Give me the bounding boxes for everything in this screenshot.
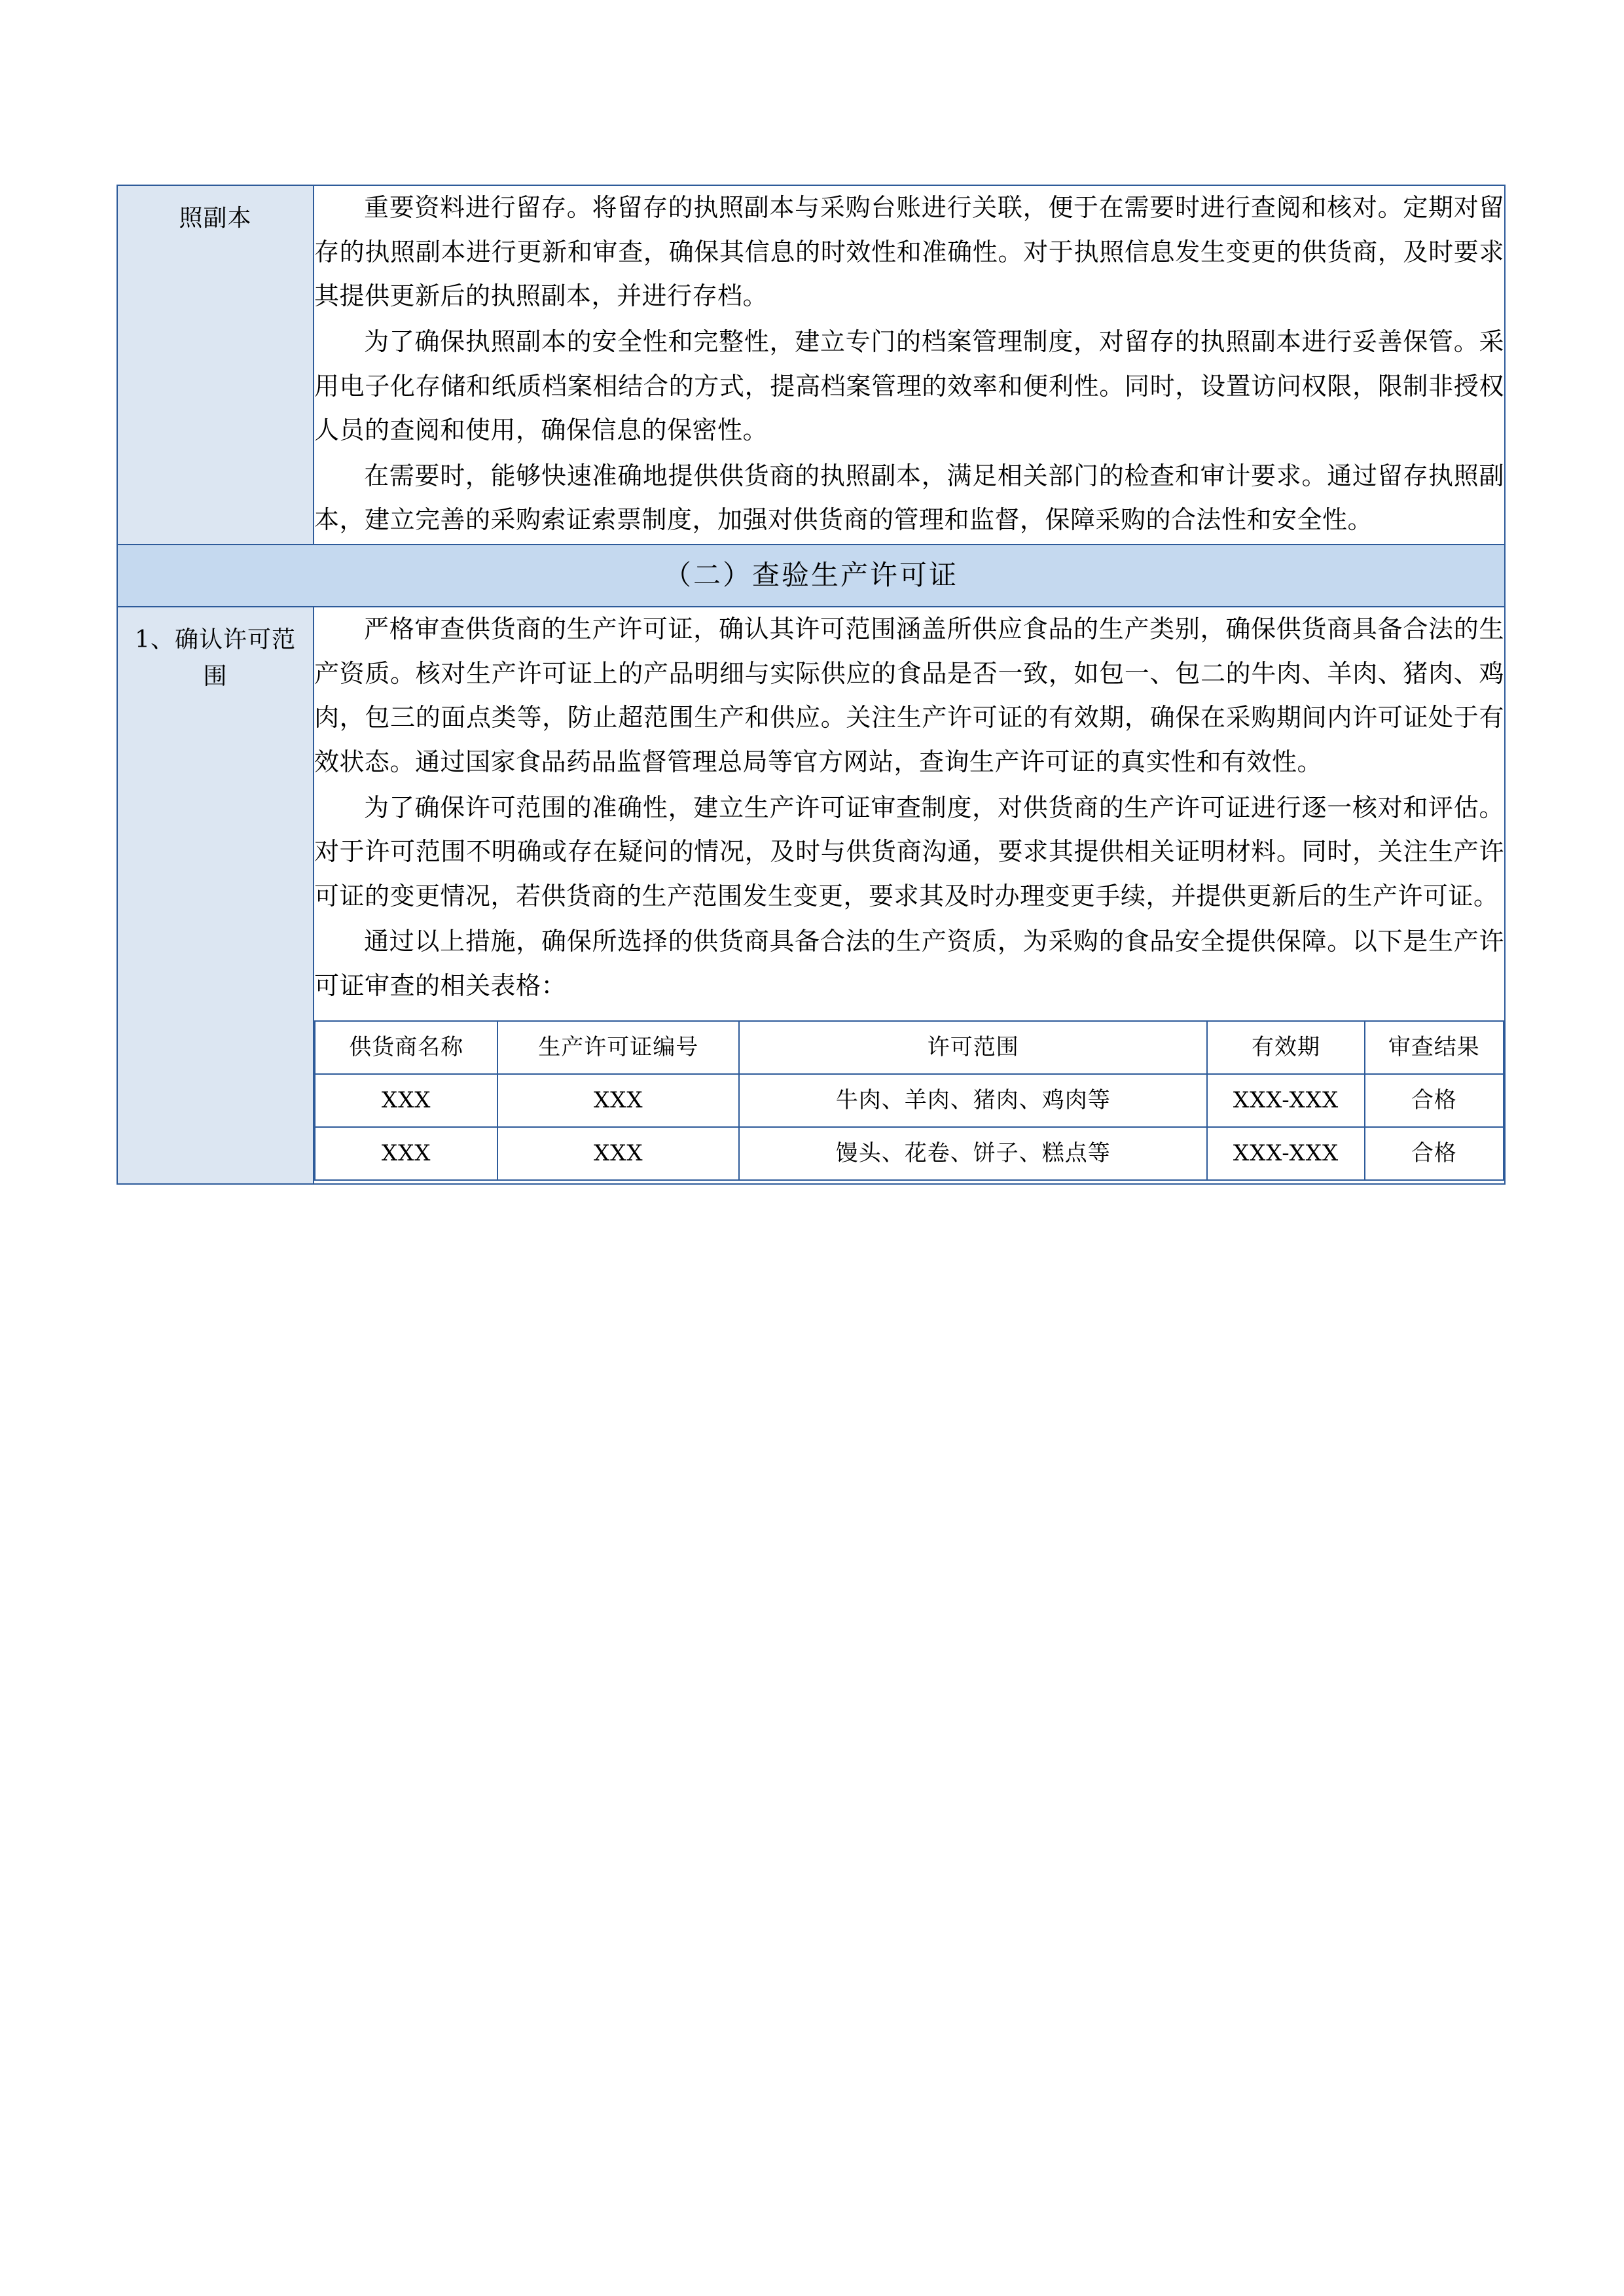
column-header-review-result: 审查结果 [1365,1021,1504,1074]
column-header-license-scope: 许可范围 [739,1021,1207,1074]
section-header-text: （二）查验生产许可证 [663,559,958,591]
paragraph: 重要资料进行留存。将留存的执照副本与采购台账进行关联，便于在需要时进行查阅和核对。定期对留存的执照副本进行更新和审查，确保其信息的时效性和准确性。对于执照信息发生变更的供货商，及时要求其提供更新后的执照副本，并进行存档。 [314,193,1504,311]
section-header-cell [117,545,1505,607]
cell-review-result: 合格 [1365,1127,1504,1180]
paragraph: 严格审查供货商的生产许可证，确认其许可范围涵盖所供应食品的生产类别，确保供货商具备合法的生产资质。核对生产许可证上的产品明细与实际供应的食品是否一致，如包一、包二的牛肉、羊肉、猪肉、鸡肉，包三的面点类等，防止超范围生产和供应。关注生产许可证的有效期，确保在采购期间内许可证处于有效状态。通过国家食品药品监督管理总局等官方网站，查询生产许可证的真实性和有效性。 [314,615,1504,776]
table-row [117,607,1505,1184]
paragraph: 在需要时，能够快速准确地提供供货商的执照副本，满足相关部门的检查和审计要求。通过留存执照副本，建立完善的采购索证索票制度，加强对供货商的管理和监督，保障采购的合法性和安全性。 [314,461,1504,535]
column-header-license-number: 生产许可证编号 [497,1021,739,1074]
column-header-validity: 有效期 [1207,1021,1364,1074]
table-header-row [315,1021,1504,1074]
paragraph: 通过以上措施，确保所选择的供货商具备合法的生产资质，为采购的食品安全提供保障。以下是生产许可证审查的相关表格： [314,927,1504,1000]
license-review-table [314,1020,1504,1181]
paragraph: 为了确保执照副本的安全性和完整性，建立专门的档案管理制度，对留存的执照副本进行妥善保管。采用电子化存储和纸质档案相结合的方式，提高档案管理的效率和便利性。同时，设置访问权限，限制非授权人员的查阅和使用，确保信息的保密性。 [314,327,1504,445]
cell-license-scope: 馒头、花卷、饼子、糕点等 [739,1127,1207,1180]
row-body-cell [314,607,1505,1184]
row-label-text: 照副本 [179,205,252,232]
row-label-text: 1、确认许可范围 [135,626,296,690]
cell-supplier-name: XXX [315,1127,497,1180]
table-row [315,1074,1504,1127]
cell-license-scope: 牛肉、羊肉、猪肉、鸡肉等 [739,1074,1207,1127]
cell-review-result: 合格 [1365,1074,1504,1127]
cell-validity: XXX-XXX [1207,1127,1364,1180]
row-body-cell [314,185,1505,545]
cell-license-number: XXX [497,1127,739,1180]
paragraph: 为了确保许可范围的准确性，建立生产许可证审查制度，对供货商的生产许可证进行逐一核对和评估。对于许可范围不明确或存在疑问的情况，及时与供货商沟通，要求其提供相关证明材料。同时，关注生产许可证的变更情况，若供货商的生产范围发生变更，要求其及时办理变更手续，并提供更新后的生产许可证。 [314,793,1504,910]
cell-validity: XXX-XXX [1207,1074,1364,1127]
section-header-row [117,545,1505,607]
cell-license-number: XXX [497,1074,739,1127]
table-row [315,1127,1504,1180]
row-label-cell [117,607,314,1184]
row-label-cell [117,185,314,545]
table-row [117,185,1505,545]
main-document-table [117,185,1506,1185]
cell-supplier-name: XXX [315,1074,497,1127]
column-header-supplier-name: 供货商名称 [315,1021,497,1074]
